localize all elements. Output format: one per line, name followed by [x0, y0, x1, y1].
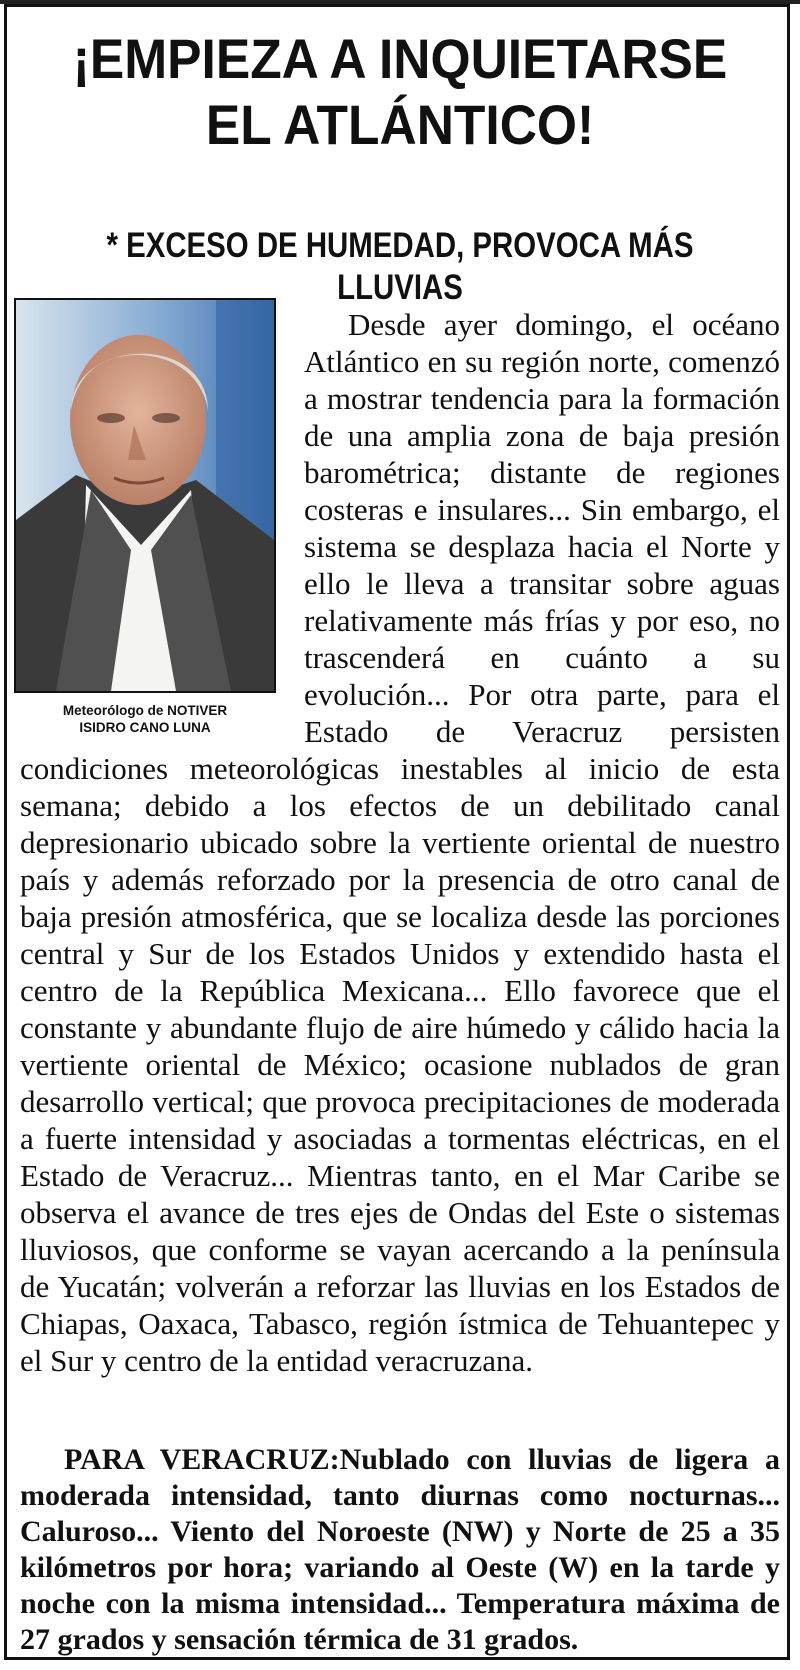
caption-line-2: ISIDRO CANO LUNA — [79, 720, 211, 735]
headline: ¡EMPIEZA A INQUIETARSE EL ATLÁNTICO! — [72, 27, 728, 156]
photo-wrap-spacer — [20, 306, 304, 749]
forecast-text: PARA VERACRUZ:Nublado con lluvias de ligera a moderada intensidad, tanto diurnas como nocturnas... Caluroso... Viento del Noroeste (NW) y Norte de 25 a 35 kilómetros por hora; variando al Oeste (W) en la tarde y noche con la misma intensidad... Temperatura máxima de 27 grados y sensación térmica de 31 grados. — [20, 1443, 780, 1656]
article-body — [20, 306, 780, 1379]
caption-line-1: Meteorólogo de NOTIVER — [62, 703, 228, 718]
body-paragraph: Desde ayer domingo, el océano Atlántico en su región norte, comenzó a mostrar tendencia para la formación de una amplia zona de baja presión barométrica; distante de regiones costeras e insulares... Sin embargo, el sistema se desplaza hacia el Norte y ello le lleva a transitar sobre aguas relativamente más frías y por eso, no trascenderá en cuánto a su evolución... Por otra parte, para el Estado de Veracruz persisten condiciones meteorológicas inestables al inicio de esta semana; debido a los efectos de un debilitado canal depresionario ubicado sobre la vertiente oriental de nuestro país y además reforzado por la presencia de otro canal de baja presión atmosférica, que se localiza desde las porciones central y Sur de los Estados Unidos y extendido hasta el centro de la República Mexicana... Ello favorece que el constante y abundante flujo de aire húmedo y cálido hacia la vertiente oriental de México; ocasione nublados de gran desarrollo vertical; que provoca precipitaciones de moderada a fuerte intensidad y asociadas a tormentas eléctricas, en el Estado de Veracruz... Mientras tanto, en el Mar Caribe se observa el avance de tres ejes de Ondas del Este o sistemas lluviosos, que conforme se vayan acercando a la península de Yucatán; volverán a reforzar las lluvias en los Estados de Chiapas, Oaxaca, Tabasco, región ístmica de Tehuantepec y el Sur y centro de la entidad veracruzana. — [20, 307, 780, 1378]
subheadline: * EXCESO DE HUMEDAD, PROVOCA MÁS LLUVIAS — [106, 226, 694, 307]
forecast-paragraph — [20, 1442, 780, 1658]
